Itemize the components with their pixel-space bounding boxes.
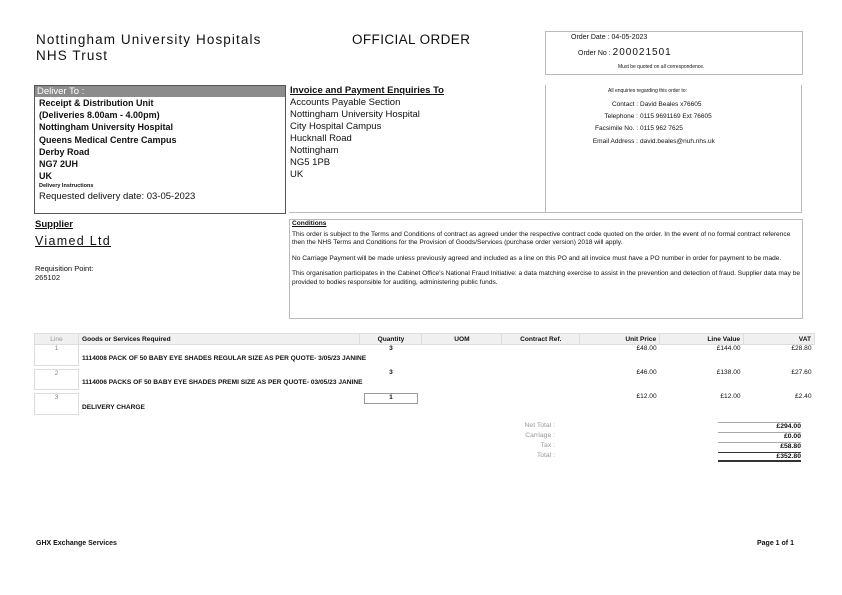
vat-cell: £2.40 xyxy=(794,393,812,400)
col-header-contract-ref: Contract Ref. xyxy=(502,334,580,345)
invoice-line: City Hospital Campus xyxy=(290,121,382,132)
requisition-point-value: 265102 xyxy=(35,273,61,282)
deliver-to-heading: Deliver To : xyxy=(35,86,285,97)
table-row xyxy=(35,393,815,404)
col-header-line: Line xyxy=(35,334,79,345)
conditions-heading: Conditions xyxy=(292,220,327,227)
fax-value: 0115 962 7625 xyxy=(640,125,683,132)
invoice-line: UK xyxy=(290,169,304,180)
table-header-row xyxy=(35,334,815,345)
org-line-1: Nottingham University Hospitals xyxy=(36,32,262,47)
invoice-heading: Invoice and Payment Enquiries To xyxy=(290,85,444,96)
conditions-paragraph: This organisation participates in the Cabinet Office's National Fraud Initiative: a data matching exercise to assist in the prevention and detection of fraud. Supplier data may be provided to bodies responsible for auditing, administering public funds. xyxy=(292,270,801,286)
carriage-label: Carriage : xyxy=(525,432,555,439)
deliver-line: UK xyxy=(39,171,52,182)
requested-delivery-date: Requested delivery date: 03-05-2023 xyxy=(39,191,196,203)
deliver-line: Queens Medical Centre Campus xyxy=(39,134,177,145)
line-number: 2 xyxy=(35,369,79,389)
invoice-line: Nottingham University Hospital xyxy=(290,109,420,120)
conditions-box xyxy=(289,219,803,319)
order-date-value: 04-05-2023 xyxy=(611,34,648,41)
table-row-description xyxy=(35,404,815,414)
table-row xyxy=(35,369,815,379)
organisation-name xyxy=(36,32,261,64)
col-header-uom: UOM xyxy=(422,334,502,345)
supplier-section xyxy=(35,219,111,248)
col-header-unit-price: Unit Price xyxy=(580,334,660,345)
unit-price-cell: £48.00 xyxy=(636,345,657,352)
deliver-line: NG7 2UH xyxy=(39,159,79,170)
deliver-line: Nottingham University Hospital xyxy=(39,122,174,133)
supplier-heading: Supplier xyxy=(35,219,74,230)
carriage-value: £0.00 xyxy=(718,432,801,440)
org-line-2: NHS Trust xyxy=(36,48,109,63)
order-lines-table xyxy=(34,333,815,415)
email-value: david.beales@nuh.nhs.uk xyxy=(640,138,715,145)
quote-note: Must be quoted on all correspondence. xyxy=(618,64,705,70)
deliver-line: Receipt & Distribution Unit xyxy=(39,98,154,108)
unit-price-cell: £46.00 xyxy=(636,369,657,376)
invoice-line: Nottingham xyxy=(290,145,339,156)
document-title: OFFICIAL ORDER xyxy=(352,32,471,47)
table-row-description xyxy=(35,379,815,389)
invoice-line: NG5 1PB xyxy=(290,157,331,168)
grand-total-label: Total : xyxy=(536,452,555,459)
tax-value: £58.80 xyxy=(718,442,801,450)
order-info-box xyxy=(545,31,803,75)
telephone-value: 0115 9691169 Ext 76605 xyxy=(640,113,712,120)
line-value-cell: £144.00 xyxy=(716,345,741,352)
deliver-to-box xyxy=(34,85,286,214)
conditions-paragraph: This order is subject to the Terms and Conditions of contract as agreed under the respective contract code quoted on the order. In the event of no formal contract reference then the NHS Terms and Conditions for the Provision of Goods/Services (purchase order version) 2018 will apply. xyxy=(292,230,791,247)
order-date-label: Order Date : xyxy=(571,34,610,41)
contact-value: David Beales x76605 xyxy=(640,101,702,108)
grand-total-value: £352.80 xyxy=(718,452,801,462)
delivery-instructions-label: Delivery Instructions xyxy=(39,183,94,190)
invoice-line: Hucknall Road xyxy=(290,133,352,144)
item-description: 1114008 PACK OF 50 BABY EYE SHADES REGULAR SIZE AS PER QUOTE- 3/05/23 JANINE xyxy=(81,355,367,362)
col-header-quantity: Quantity xyxy=(360,334,422,345)
page-number: Page 1 of 1 xyxy=(757,540,794,547)
quantity-cell: 3 xyxy=(389,369,393,376)
line-number: 1 xyxy=(35,345,79,366)
telephone-label: Telephone : xyxy=(604,113,638,120)
email-label: Email Address : xyxy=(592,138,638,145)
contact-heading: All enquiries regarding this order to: xyxy=(608,88,687,94)
net-total-value: £294.00 xyxy=(718,422,801,430)
requisition-point-label: Requisition Point: xyxy=(35,264,94,273)
quantity-box: 1 xyxy=(364,393,418,404)
vat-cell: £27.60 xyxy=(791,369,812,376)
order-no-value: 200021501 xyxy=(612,47,672,58)
order-no-label: Order No : xyxy=(578,50,611,57)
fax-label: Facsimile No. : xyxy=(595,125,638,132)
line-value-cell: £12.00 xyxy=(720,393,741,400)
table-row-description xyxy=(35,355,815,365)
conditions-paragraph: No Carriage Payment will be made unless previously agreed and included as a line on this PO and all invoice must have a PO number in order for payment to be made. xyxy=(292,254,782,262)
tax-label: Tax : xyxy=(540,442,555,449)
invoice-box xyxy=(289,85,546,213)
table-row xyxy=(35,345,815,356)
deliver-line: (Deliveries 8.00am - 4.00pm) xyxy=(39,110,160,121)
vat-cell: £28.80 xyxy=(791,345,812,352)
requisition-point xyxy=(35,264,93,282)
item-description: DELIVERY CHARGE xyxy=(81,404,145,411)
invoice-line: Accounts Payable Section xyxy=(290,97,401,108)
supplier-name: Viamed Ltd xyxy=(35,234,112,248)
contact-label: Contact : xyxy=(611,101,638,108)
order-date xyxy=(571,34,647,41)
col-header-line-value: Line Value xyxy=(660,334,744,345)
contact-box xyxy=(546,85,802,213)
net-total-label: Net Total : xyxy=(524,422,555,429)
deliver-line: Derby Road xyxy=(39,146,90,157)
order-number xyxy=(578,47,672,58)
item-description: 1114006 PACKS OF 50 BABY EYE SHADES PREMI SIZE AS PER QUOTE- 03/05/23 JANINE xyxy=(81,379,363,386)
unit-price-cell: £12.00 xyxy=(636,393,657,400)
footer-provider: GHX Exchange Services xyxy=(36,540,117,547)
col-header-goods: Goods or Services Required xyxy=(78,334,360,345)
line-number: 3 xyxy=(35,393,79,414)
col-header-vat: VAT xyxy=(744,334,815,345)
line-value-cell: £138.00 xyxy=(716,369,741,376)
quantity-cell: 3 xyxy=(389,345,393,352)
